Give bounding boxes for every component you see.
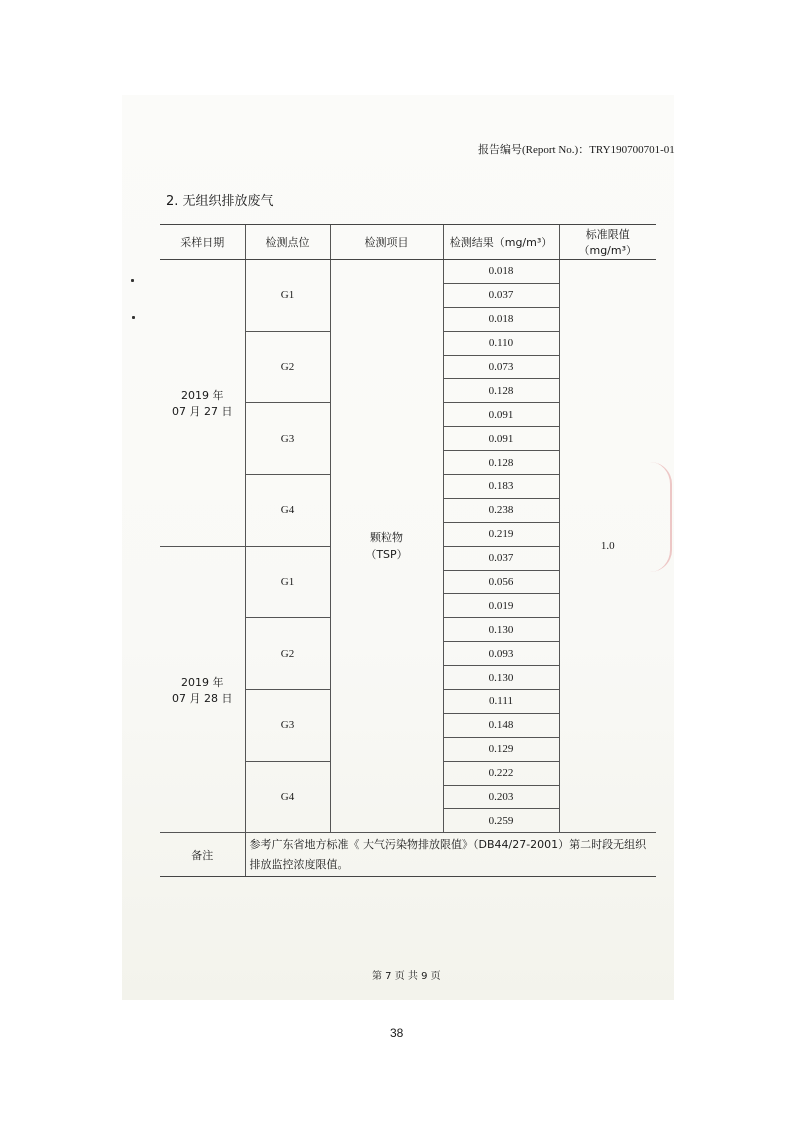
binding-hole-mark	[132, 316, 135, 319]
result-value-cell: 0.018	[443, 260, 559, 284]
monitoring-point-cell: G3	[245, 690, 330, 762]
result-value-cell: 0.128	[443, 451, 559, 475]
results-table	[160, 224, 656, 877]
monitoring-point-cell: G2	[245, 618, 330, 690]
header-date: 采样日期	[160, 225, 245, 260]
result-value-cell: 0.037	[443, 546, 559, 570]
header-limit: 标准限值（mg/m³）	[559, 225, 656, 260]
test-item-code: （TSP）	[365, 548, 408, 562]
result-value-cell: 0.128	[443, 379, 559, 403]
monitoring-point-cell: G1	[245, 546, 330, 618]
note-row	[160, 833, 656, 877]
sampling-date-year: 2019 年	[181, 675, 224, 689]
result-value-cell: 0.203	[443, 785, 559, 809]
header-result: 检测结果（mg/m³）	[443, 225, 559, 260]
section-title: 2. 无组织排放废气	[166, 194, 274, 209]
binding-hole-mark	[131, 279, 134, 282]
result-value-cell: 0.073	[443, 355, 559, 379]
header-item: 检测项目	[330, 225, 443, 260]
monitoring-point-cell: G4	[245, 761, 330, 833]
header-point: 检测点位	[245, 225, 330, 260]
result-value-cell: 0.110	[443, 331, 559, 355]
table-body	[160, 260, 656, 833]
monitoring-point-cell: G1	[245, 260, 330, 332]
result-value-cell: 0.130	[443, 618, 559, 642]
result-value-cell: 0.148	[443, 713, 559, 737]
monitoring-point-cell: G4	[245, 475, 330, 547]
sampling-date-year: 2019 年	[181, 388, 224, 402]
result-value-cell: 0.091	[443, 403, 559, 427]
test-item-cell	[330, 260, 443, 833]
note-text: 参考广东省地方标准《 大气污染物排放限值》（DB44/27-2001）第二时段无组织排放监控浓度限值。	[245, 833, 656, 877]
report-number: 报告编号(Report No.)：TRY190700701-01	[478, 144, 675, 156]
table-row	[160, 260, 656, 284]
result-value-cell: 0.129	[443, 737, 559, 761]
result-value-cell: 0.093	[443, 642, 559, 666]
result-value-cell: 0.259	[443, 809, 559, 833]
result-value-cell: 0.183	[443, 475, 559, 499]
result-value-cell: 0.219	[443, 522, 559, 546]
table-header-row	[160, 225, 656, 260]
result-value-cell: 0.019	[443, 594, 559, 618]
page-number: 38	[390, 1026, 404, 1040]
note-label: 备注	[160, 833, 245, 877]
page-info: 第 7 页 共 9 页	[372, 971, 441, 982]
result-value-cell: 0.111	[443, 690, 559, 714]
result-value-cell: 0.018	[443, 307, 559, 331]
result-value-cell: 0.056	[443, 570, 559, 594]
result-value-cell: 0.091	[443, 427, 559, 451]
result-value-cell: 0.130	[443, 666, 559, 690]
result-value-cell: 0.222	[443, 761, 559, 785]
monitoring-point-cell: G3	[245, 403, 330, 475]
sampling-date-cell	[160, 260, 245, 547]
sampling-date-cell	[160, 546, 245, 833]
sampling-date-day: 07 月 27 日	[172, 404, 233, 418]
result-value-cell: 0.238	[443, 498, 559, 522]
standard-limit-cell: 1.0	[559, 260, 656, 833]
test-item-name: 颗粒物	[370, 531, 403, 545]
sampling-date-day: 07 月 28 日	[172, 691, 233, 705]
result-value-cell: 0.037	[443, 283, 559, 307]
monitoring-point-cell: G2	[245, 331, 330, 403]
